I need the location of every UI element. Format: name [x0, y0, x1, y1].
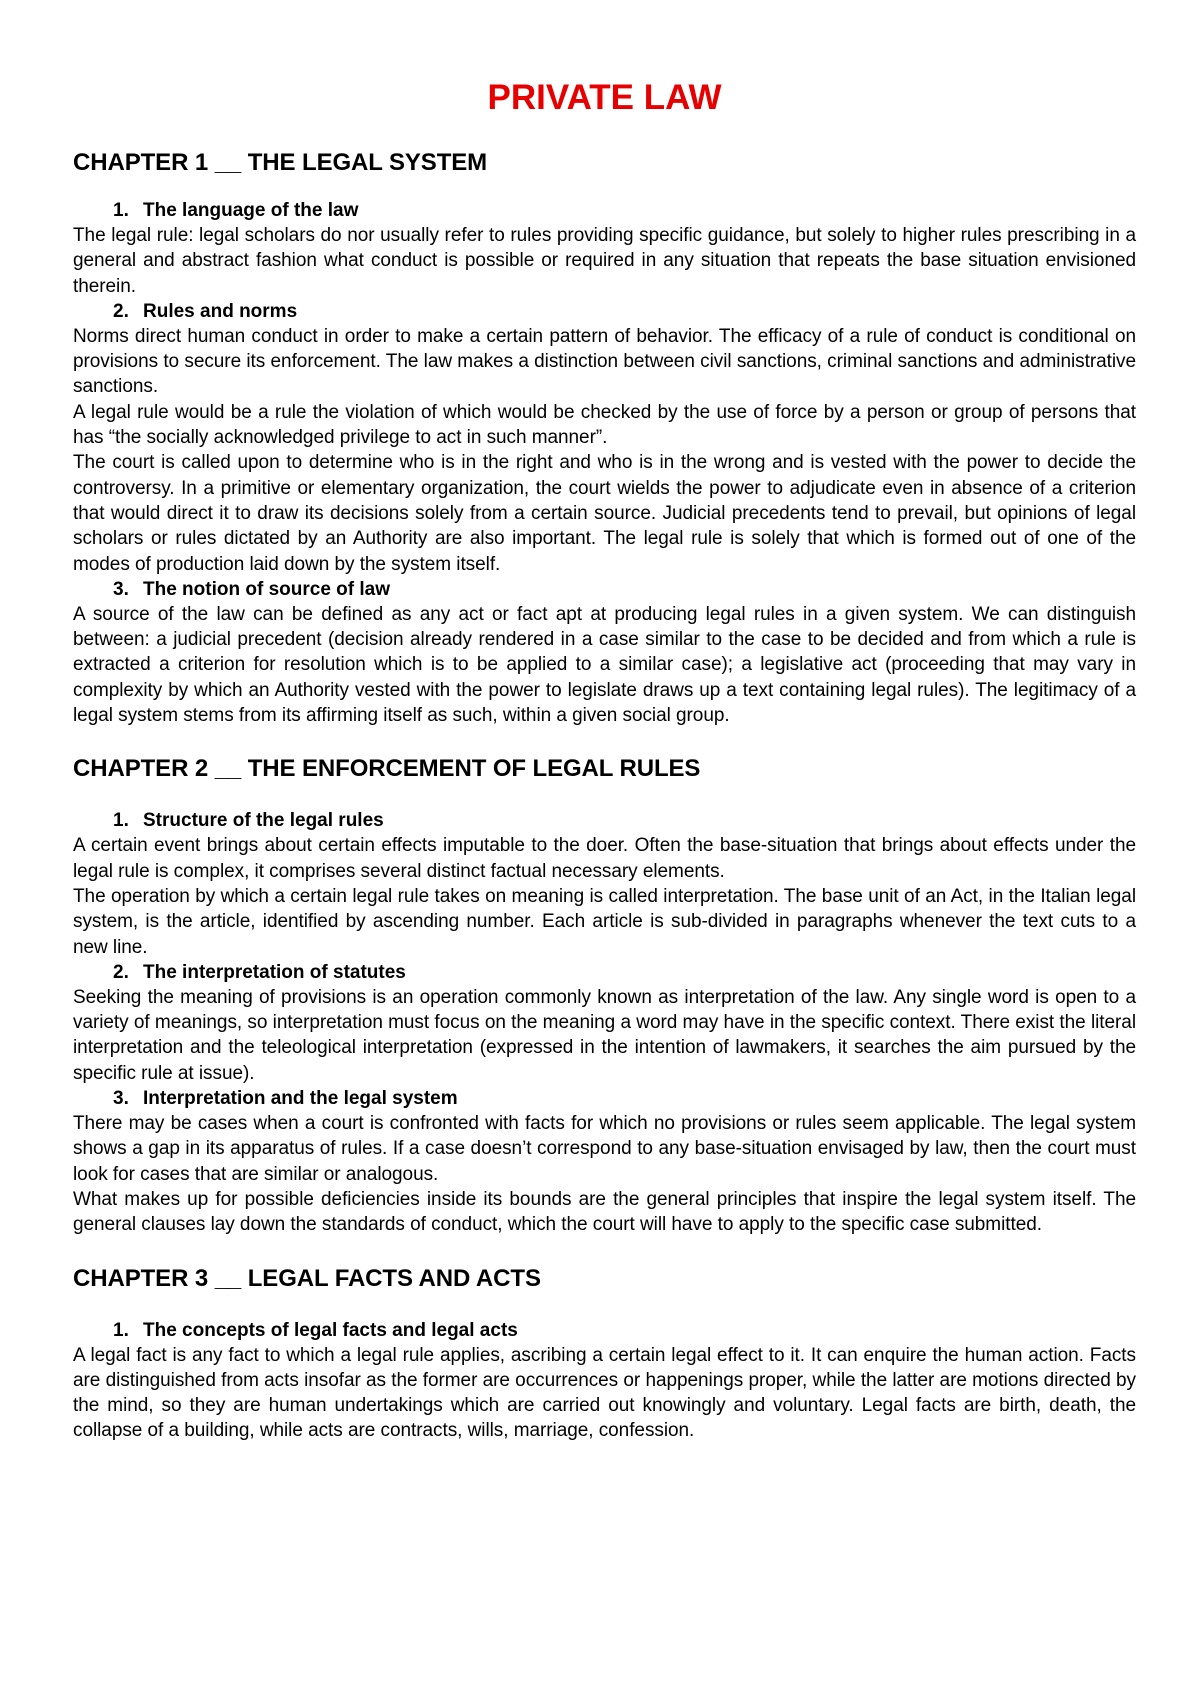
paragraph: The operation by which a certain legal rule takes on meaning is called interpretation. The base unit of an Act, in the Italian legal system, is the article, identified by ascending number. Each article is sub-divided in paragraphs whenever the text cuts to a new line. — [73, 885, 1136, 958]
section-2-2 — [73, 960, 1136, 1086]
section-heading — [73, 198, 1136, 223]
paragraph: There may be cases when a court is confronted with facts for which no provisions or rules seem applicable. The legal system shows a gap in its apparatus of rules. If a case doesn’t correspond to any base-situation envisaged by law, then the court must look for cases that are similar or analogous. — [73, 1113, 1136, 1185]
document-title: PRIVATE LAW — [487, 78, 722, 117]
chapter-1 — [73, 148, 1136, 728]
section-heading — [73, 1318, 1136, 1343]
section-heading-text: The language of the law — [143, 200, 359, 221]
section-number: 2. — [113, 961, 129, 983]
section-heading-text: Interpretation and the legal system — [143, 1088, 458, 1110]
paragraph: The legal rule: legal scholars do nor usually refer to rules providing specific guidance, but solely to higher rules prescribing in a general and abstract fashion what conduct is possible or required in any situation that repeats the base situation envisioned therein. — [73, 225, 1136, 297]
section-1-1 — [73, 198, 1136, 299]
chapter-3 — [73, 1264, 1136, 1444]
section-heading-text: Rules and norms — [143, 300, 298, 322]
paragraph: A legal fact is any fact to which a legal rule applies, ascribing a certain legal effect to it. It can enquire the human action. Facts are distinguished from acts insofar as the former are occurrences or happenings proper, while the latter are motions directed by the mind, so they are human undertakings which are carried out knowingly and voluntary. Legal facts are birth, death, the collapse of a building, while acts are contracts, wills, marriage, confession. — [73, 1344, 1136, 1442]
paragraph: Norms direct human conduct in order to make a certain pattern of behavior. The efficacy of a rule of conduct is conditional on provisions to secure its enforcement. The law makes a distinction between civil sanctions, criminal sanctions and administrative sanctions. — [73, 325, 1136, 398]
section-number: 1. — [113, 1319, 129, 1341]
paragraph: A certain event brings about certain effects imputable to the doer. Often the base-situation that brings about effects under the legal rule is complex, it comprises several distinct factual necessary elements. — [73, 835, 1136, 882]
chapter-title: CHAPTER 1 __ THE LEGAL SYSTEM — [73, 149, 488, 176]
section-heading-text: The notion of source of law — [143, 578, 390, 600]
section-number: 3. — [113, 1088, 129, 1110]
section-number: 2. — [113, 300, 129, 322]
paragraph: What makes up for possible deficiencies inside its bounds are the general principles that inspire the legal system itself. The general clauses lay down the standards of conduct, which the court will have to apply to the specific case submitted. — [73, 1188, 1136, 1236]
section-1-2 — [73, 299, 1136, 577]
section-2-1 — [73, 808, 1136, 959]
paragraph: The court is called upon to determine who is in the right and who is in the wrong and is vested with the power to decide the controversy. In a primitive or elementary organization, the court wields the power to adjudicate even in absence of a criterion that would direct it to draw its decisions solely from a certain source. Judicial precedents tend to prevail, but opinions of legal scholars or rules dictated by an Authority are also important. The legal rule is solely that which is formed out of one of the modes of production laid down by the system itself. — [73, 452, 1136, 575]
section-number: 3. — [113, 578, 129, 600]
section-heading — [73, 299, 1136, 324]
section-heading-text: The concepts of legal facts and legal acts — [143, 1319, 518, 1341]
section-3-1 — [73, 1318, 1136, 1444]
section-number: 1. — [113, 810, 129, 832]
section-number: 1. — [113, 200, 129, 221]
section-heading — [73, 808, 1136, 833]
section-2-3 — [73, 1086, 1136, 1237]
section-heading — [73, 960, 1136, 985]
chapter-title: CHAPTER 2 __ THE ENFORCEMENT OF LEGAL RULES — [73, 755, 701, 783]
section-1-3 — [73, 577, 1136, 728]
chapter-title: CHAPTER 3 __ LEGAL FACTS AND ACTS — [73, 1264, 541, 1292]
paragraph: A source of the law can be defined as any act or fact apt at producing legal rules in a given system. We can distinguish between: a judicial precedent (decision already rendered in a case similar to the case to be decided and from which a rule is extracted a criterion for resolution which is to be applied to a similar case); a legislative act (proceeding that may vary in complexity by which an Authority vested with the power to legislate draws up a text containing legal rules). The legitimacy of a legal system stems from its affirming itself as such, within a given social group. — [73, 603, 1136, 727]
paragraph: A legal rule would be a rule the violation of which would be checked by the use of force by a person or group of persons that has “the socially acknowledged privilege to act in such manner”. — [73, 401, 1136, 449]
section-heading — [73, 1086, 1136, 1111]
chapter-2 — [73, 754, 1136, 1237]
section-heading-text: Structure of the legal rules — [143, 810, 384, 832]
paragraph: Seeking the meaning of provisions is an operation commonly known as interpretation of the law. Any single word is open to a variety of meanings, so interpretation must focus on the meaning a word may have in the specific context. There exist the literal interpretation and the teleological interpretation (expressed in the intention of lawmakers, it searches the aim pursued by the specific rule at issue). — [73, 986, 1136, 1084]
section-heading — [73, 577, 1136, 602]
section-heading-text: The interpretation of statutes — [143, 961, 406, 983]
